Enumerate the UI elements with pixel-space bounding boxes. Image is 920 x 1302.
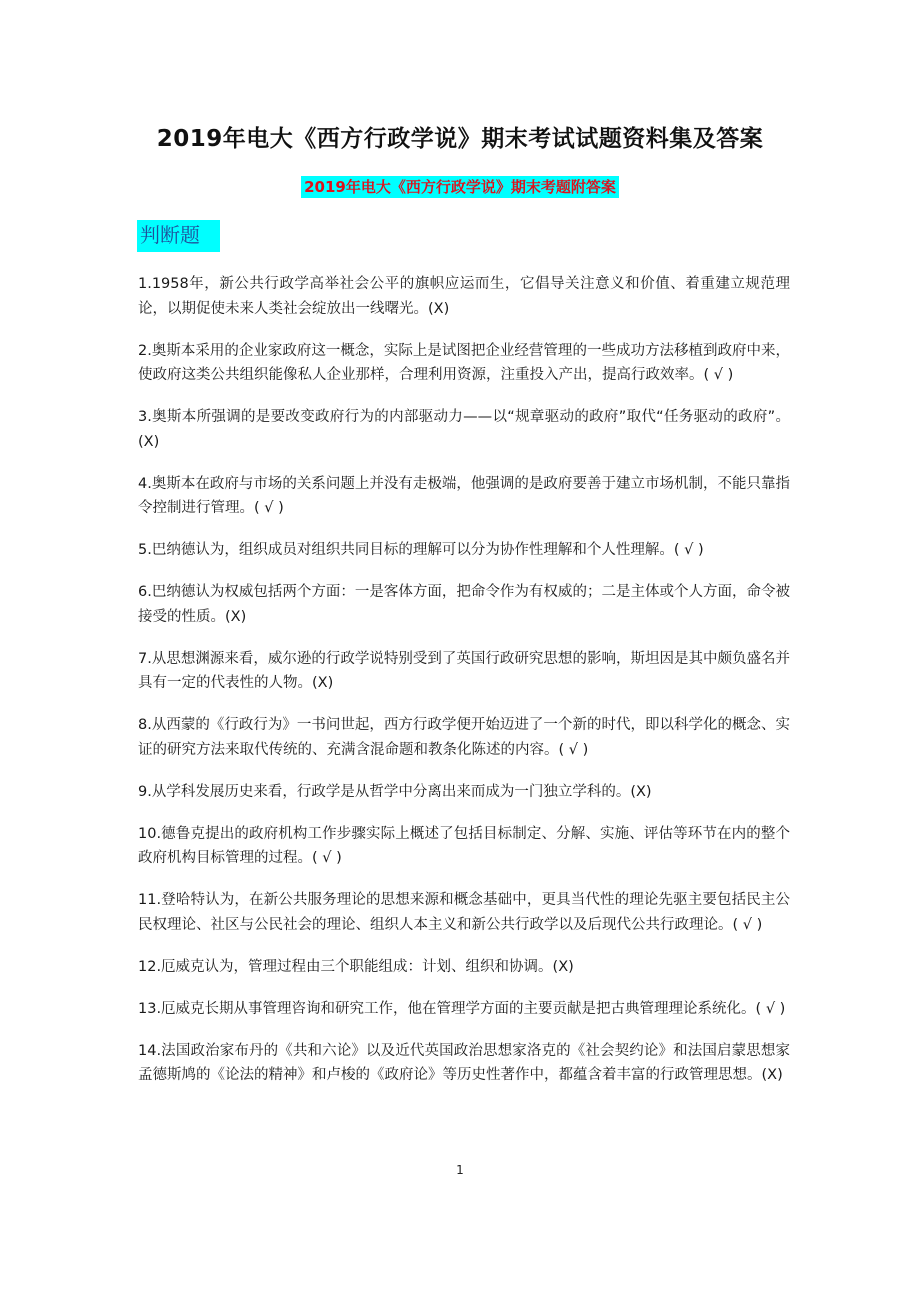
question-item: 14.法国政治家布丹的《共和六论》以及近代英国政治思想家洛克的《社会契约论》和法国启蒙思想家孟德斯鸠的《论法的精神》和卢梭的《政府论》等历史性著作中，都蕴含着丰富的行政管理思想。(X)	[138, 1042, 790, 1083]
question-item: 12.厄威克认为，管理过程由三个职能组成：计划、组织和协调。(X)	[138, 958, 574, 975]
question-list	[138, 272, 790, 1105]
question-item: 1.1958年，新公共行政学高举社会公平的旗帜应运而生，它倡导关注意义和价值、着重建立规范理论，以期促使未来人类社会绽放出一线曙光。(X)	[138, 276, 790, 317]
question-item: 4.奥斯本在政府与市场的关系问题上并没有走极端，他强调的是政府要善于建立市场机制，不能只靠指令控制进行管理。( √ )	[138, 475, 790, 516]
question-item: 7.从思想渊源来看，威尔逊的行政学说特别受到了英国行政研究思想的影响，斯坦因是其中颇负盛名并具有一定的代表性的人物。(X)	[138, 650, 790, 691]
subtitle-wrap	[0, 176, 920, 198]
question-item: 2.奥斯本采用的企业家政府这一概念，实际上是试图把企业经营管理的一些成功方法移植到政府中来，使政府这类公共组织能像私人企业那样，合理利用资源，注重投入产出，提高行政效率。( √ )	[138, 342, 790, 383]
highlighted-subtitle: 2019年电大《西方行政学说》期末考题附答案	[301, 176, 619, 198]
document-title: 2019年电大《西方行政学说》期末考试试题资料集及答案	[156, 126, 764, 152]
question-item: 6.巴纳德认为权威包括两个方面：一是客体方面，把命令作为有权威的；二是主体或个人方面，命令被接受的性质。(X)	[138, 584, 790, 625]
question-item: 10.德鲁克提出的政府机构工作步骤实际上概述了包括目标制定、分解、实施、评估等环节在内的整个政府机构目标管理的过程。( √ )	[138, 825, 790, 866]
question-item: 5.巴纳德认为，组织成员对组织共同目标的理解可以分为协作性理解和个人性理解。( √ )	[138, 542, 704, 558]
question-item: 3.奥斯本所强调的是要改变政府行为的内部驱动力——以“规章驱动的政府”取代“任务驱动的政府”。(X)	[138, 409, 790, 450]
section-heading-judgment: 判断题	[137, 220, 220, 252]
question-item: 9.从学科发展历史来看，行政学是从哲学中分离出来而成为一门独立学科的。(X)	[138, 783, 652, 800]
question-item: 13.厄威克长期从事管理咨询和研究工作，他在管理学方面的主要贡献是把古典管理理论系统化。( √ )	[138, 1000, 786, 1017]
page-number: 1	[456, 1163, 464, 1177]
question-item: 8.从西蒙的《行政行为》一书问世起，西方行政学便开始迈进了一个新的时代，即以科学化的概念、实证的研究方法来取代传统的、充满含混命题和教条化陈述的内容。( √ )	[138, 717, 790, 758]
question-item: 11.登哈特认为，在新公共服务理论的思想来源和概念基础中，更具当代性的理论先驱主要包括民主公民权理论、社区与公民社会的理论、组织人本主义和新公共行政学以及后现代公共行政理论。( √ )	[138, 892, 790, 933]
